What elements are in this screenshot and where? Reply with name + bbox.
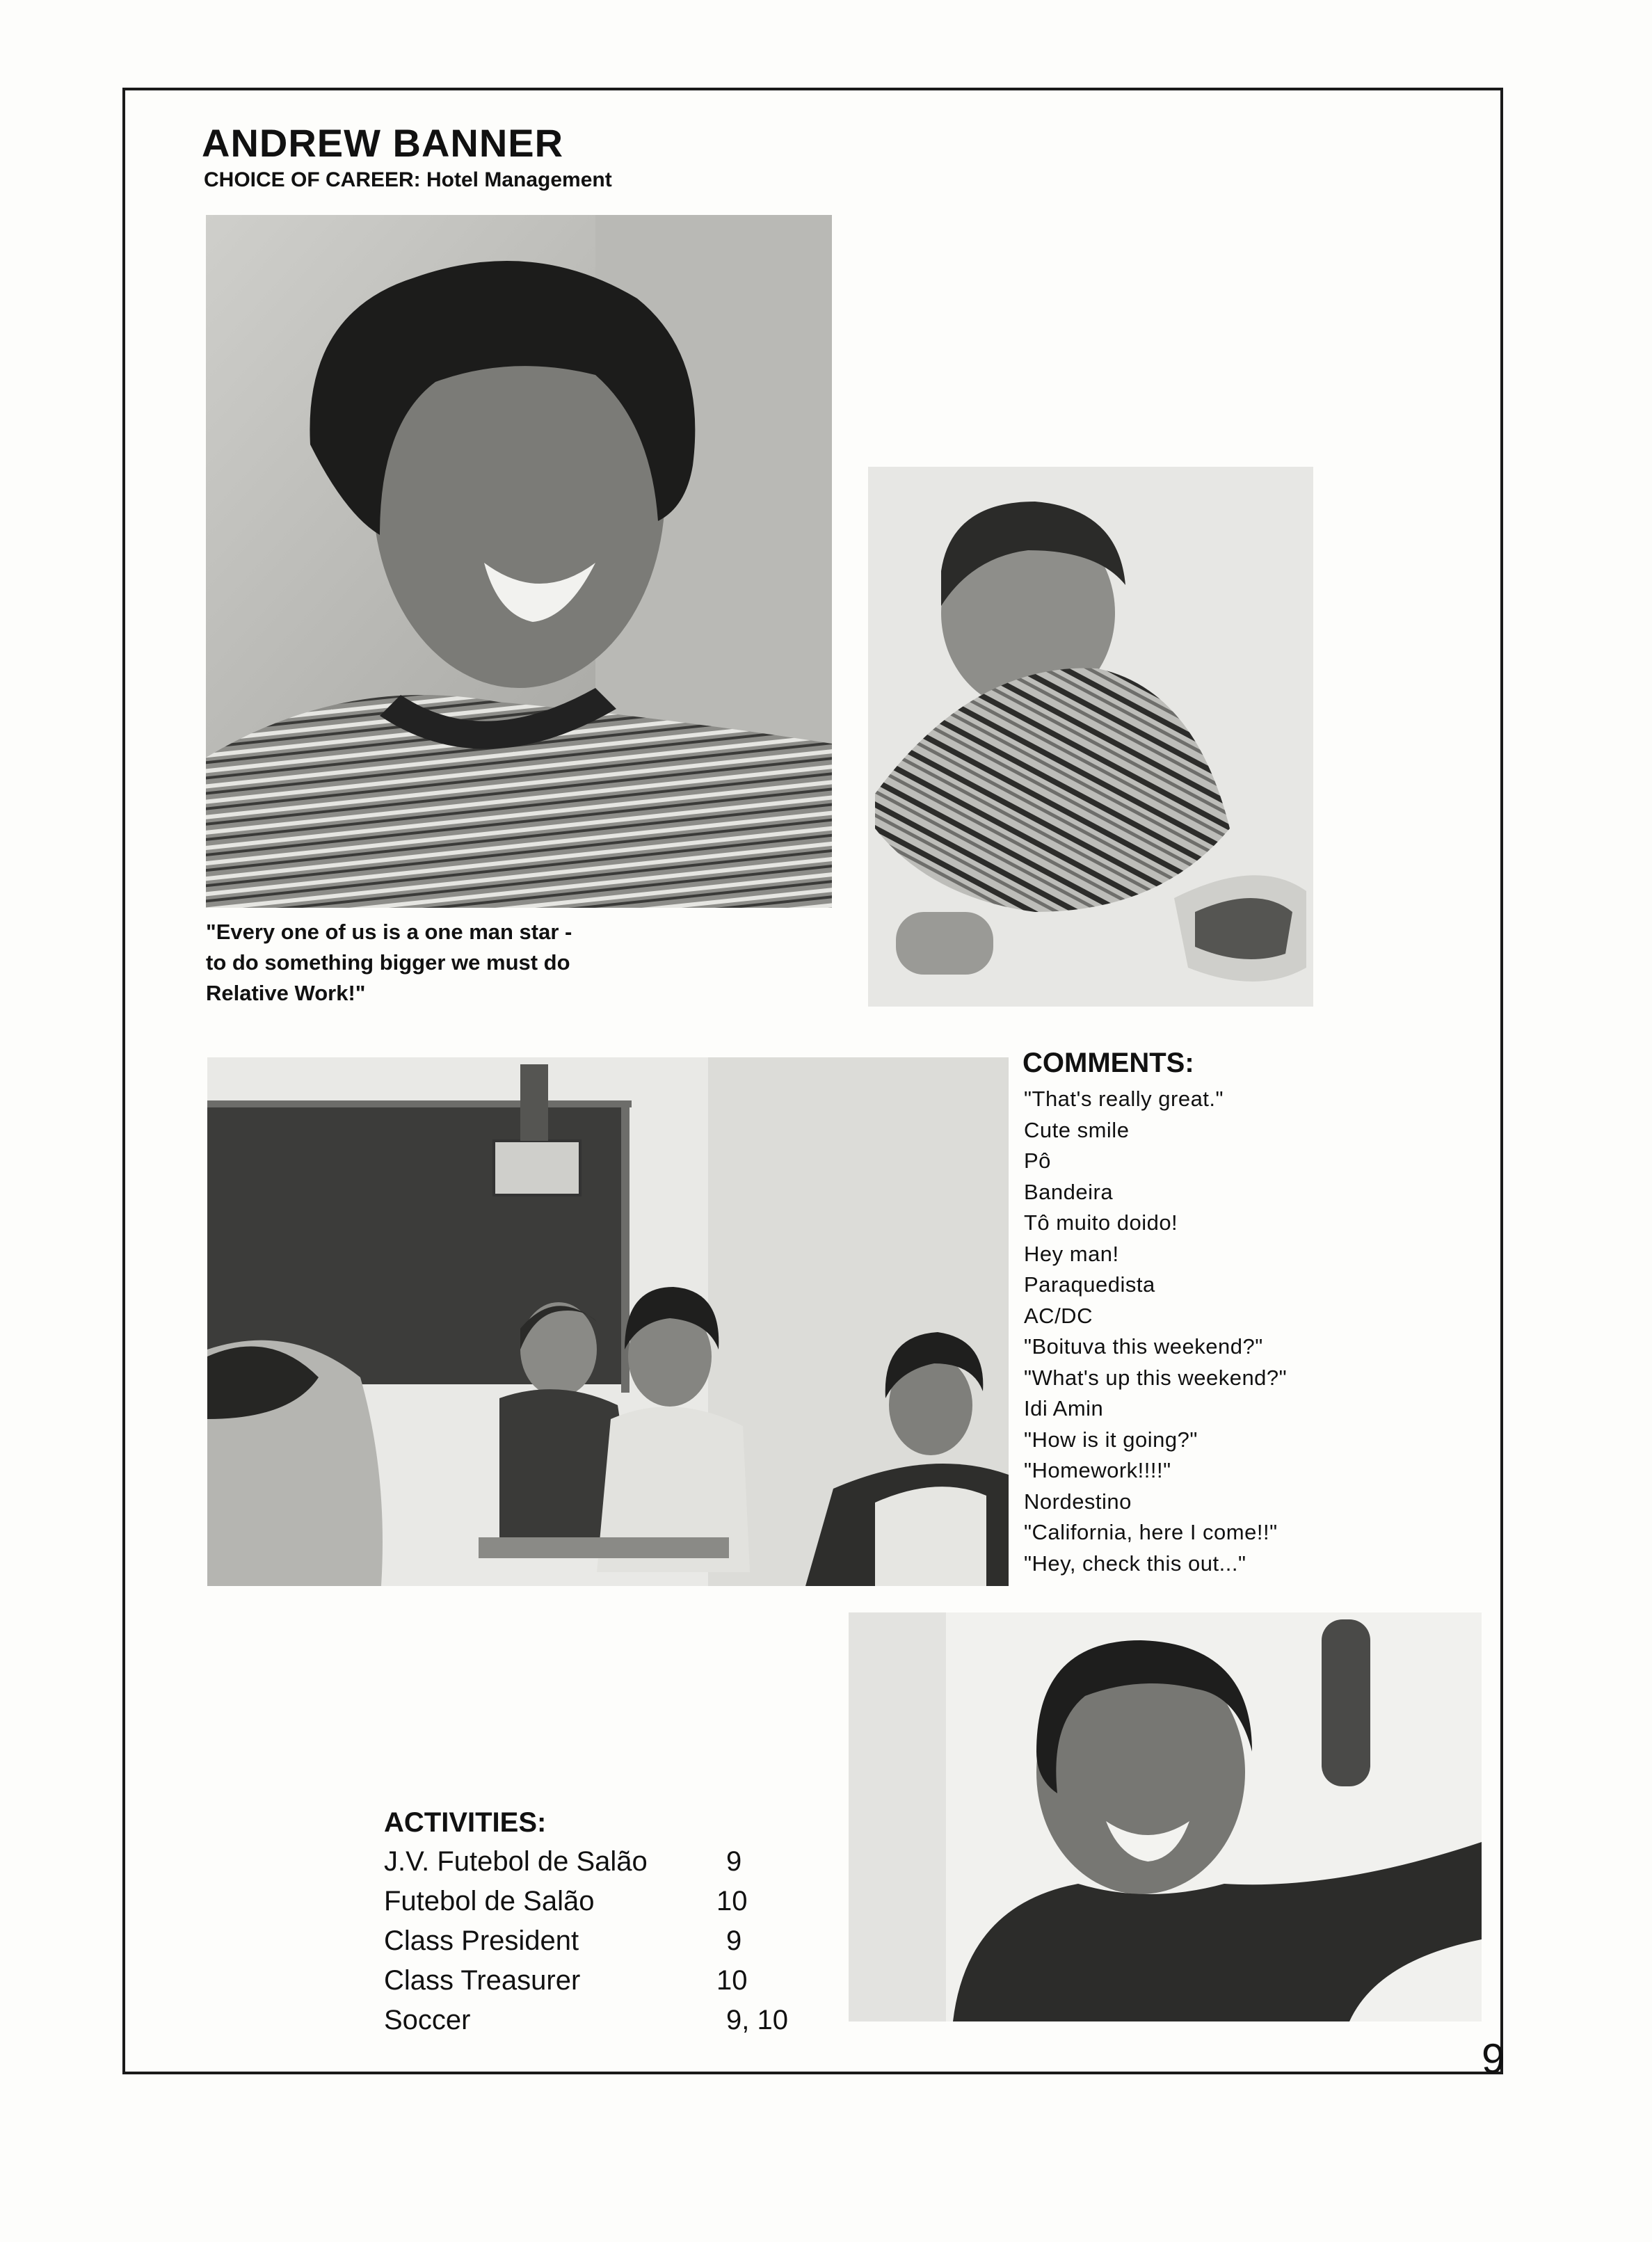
comment-item: Bandeira — [1024, 1179, 1114, 1204]
activity-row — [384, 1882, 885, 1921]
classroom-photo — [207, 1057, 1009, 1586]
activity-name: Class President — [384, 1925, 579, 1956]
activity-grade: 9, 10 — [726, 2005, 788, 2035]
comment-item: "Homework!!!!" — [1024, 1458, 1171, 1482]
student-name: ANDREW BANNER — [202, 121, 564, 165]
comment-item: "California, here I come!!" — [1024, 1520, 1278, 1544]
page-number: 9 — [1482, 2035, 1505, 2082]
activities-heading: ACTIVITIES: — [384, 1807, 547, 1838]
comment-item: Tô muito doido! — [1024, 1210, 1178, 1235]
comment-item: "Boituva this weekend?" — [1024, 1334, 1263, 1359]
activity-name: Soccer — [384, 2005, 471, 2035]
activities-list — [384, 1842, 885, 2040]
comment-item: Idi Amin — [1024, 1396, 1104, 1420]
comment-item: Nordestino — [1024, 1489, 1132, 1514]
comment-item: Hey man! — [1024, 1241, 1119, 1266]
comment-item: "What's up this weekend?" — [1024, 1365, 1288, 1390]
activity-row — [384, 2001, 885, 2040]
activity-grade: 10 — [716, 1965, 748, 1996]
candid-photo — [849, 1612, 1482, 2021]
activity-grade: 9 — [726, 1846, 742, 1877]
comment-item: Paraquedista — [1024, 1272, 1155, 1297]
activity-grade: 9 — [726, 1925, 742, 1956]
comment-item: "Hey, check this out..." — [1024, 1551, 1246, 1576]
comment-item: "That's really great." — [1024, 1087, 1224, 1111]
portrait-photo — [206, 215, 832, 908]
activity-name: Futebol de Salão — [384, 1886, 595, 1916]
quote-line: Relative Work!" — [206, 981, 366, 1005]
activity-row — [384, 1921, 885, 1961]
activity-row — [384, 1961, 885, 2001]
quote-line: "Every one of us is a one man star - — [206, 920, 572, 944]
activity-name: J.V. Futebol de Salão — [384, 1846, 648, 1877]
baby-photo — [868, 467, 1313, 1007]
senior-quote — [206, 917, 637, 1009]
activity-grade: 10 — [716, 1886, 748, 1916]
comments-heading: COMMENTS: — [1023, 1048, 1194, 1078]
comment-item: AC/DC — [1024, 1303, 1093, 1328]
comment-item: Pô — [1024, 1148, 1051, 1173]
activity-row — [384, 1842, 885, 1882]
comment-item: "How is it going?" — [1024, 1427, 1198, 1452]
comment-item: Cute smile — [1024, 1117, 1130, 1142]
career-choice: CHOICE OF CAREER: Hotel Management — [204, 168, 612, 191]
comments-list — [1024, 1084, 1413, 1579]
quote-line: to do something bigger we must do — [206, 950, 570, 975]
activity-name: Class Treasurer — [384, 1965, 581, 1996]
